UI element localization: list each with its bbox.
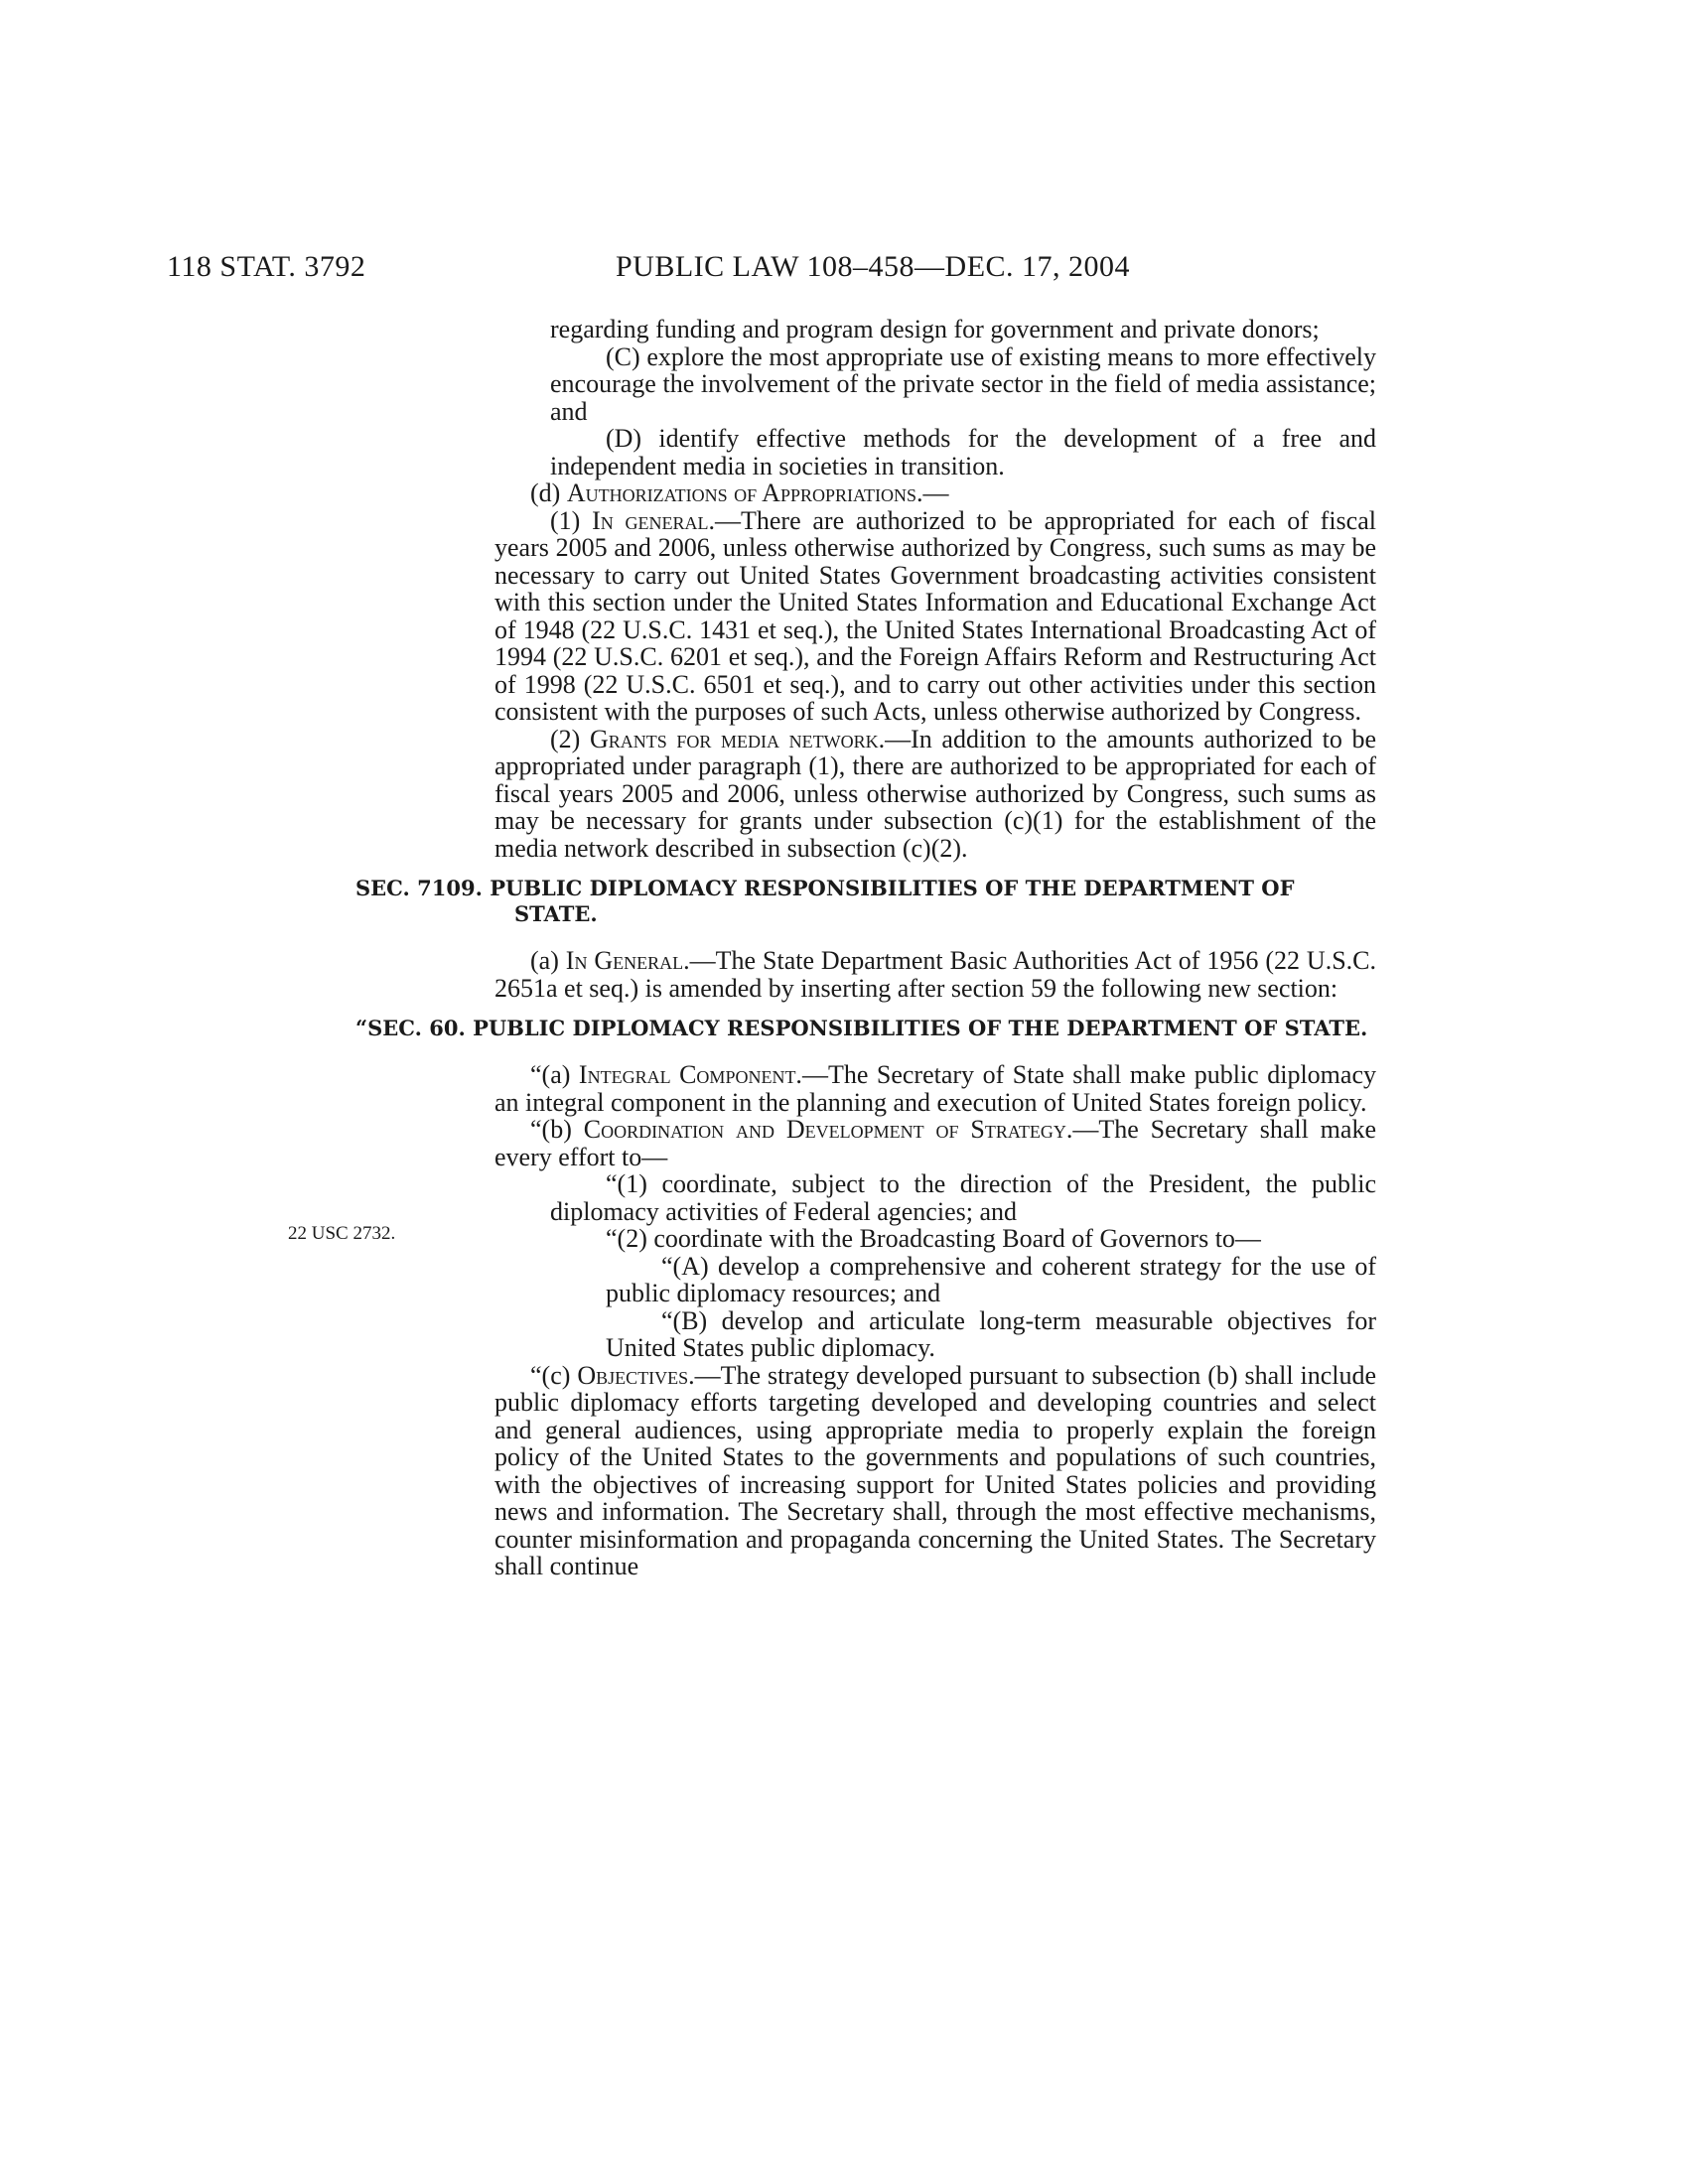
section-7109-subsection-a xyxy=(494,947,1376,1002)
paragraph-d2-text: —In addition to the amounts authorized to be appropriated under paragraph (1), there are authorized to be appropriated for each of fiscal years 2005 and 2006, unless otherwise authorized by Congress, such sums as may be necessary for grants under subsection (c)(1) for the establishment of the media network described in subsection (c)(2). xyxy=(494,724,1376,863)
section-60-b-text: —The Secretary shall make every effort to— xyxy=(494,1115,1376,1171)
paragraph-d1-text: —There are authorized to be appropriated for each of fiscal years 2005 and 2006, unless otherwise authorized by Congress, such sums as may be necessary to carry out United States Government broadcasting activities consistent with this section under the United States Information and Educational Exchange Act of 1948 (22 U.S.C. 1431 et seq.), the United States International Broadcasting Act of 1994 (22 U.S.C. 6201 et seq.), and the Foreign Affairs Reform and Restructuring Act of 1998 (22 U.S.C. 6501 et seq.), and to carry out other activities under this section consistent with the purposes of such Acts, unless otherwise authorized by Congress. xyxy=(494,505,1376,726)
section-60-b-paragraph-2: “(2) coordinate with the Broadcasting Board of Governors to— xyxy=(606,1224,1261,1253)
section-60-b-2-subparagraph-b: “(B) develop and articulate long-term measurable objectives for United States public diplomacy. xyxy=(606,1305,1376,1362)
subparagraph-d: (D) identify effective methods for the development of a free and independent media in societies in transition. xyxy=(550,424,1376,480)
section-60-c-heading: Objectives. xyxy=(577,1360,695,1390)
paragraph-d1 xyxy=(494,507,1376,726)
paragraph-d1-heading: In general. xyxy=(592,505,715,535)
section-60-heading: “SEC. 60. PUBLIC DIPLOMACY RESPONSIBILITIES OF THE DEPARTMENT OF STATE. xyxy=(355,1016,1368,1040)
paragraph-d1-label: (1) xyxy=(550,505,593,535)
section-60-subsection-b xyxy=(494,1116,1376,1170)
paragraph-d2-heading: Grants for media network. xyxy=(589,724,886,753)
section-60-subsection-a xyxy=(494,1061,1376,1116)
statute-page-reference: 118 STAT. 3792 xyxy=(167,250,366,283)
subsection-d-label: (d) xyxy=(530,478,567,507)
statute-body xyxy=(355,315,1377,1580)
section-60-b-paragraph-1: “(1) coordinate, subject to the direction of the President, the public diplomacy activities of Federal agencies; and xyxy=(550,1169,1376,1226)
usc-margin-citation: 22 USC 2732. xyxy=(288,1223,396,1244)
subsection-d-dash: — xyxy=(922,478,949,507)
section-60-a-text: —The Secretary of State shall make public diplomacy an integral component in the planning and execution of United States foreign policy. xyxy=(494,1060,1376,1117)
section-60-a-heading: Integral Component. xyxy=(578,1060,802,1089)
page-header xyxy=(0,250,1688,290)
section-7109-a-heading: In General. xyxy=(565,946,690,975)
section-7109-a-text: —The State Department Basic Authorities Act of 1956 (22 U.S.C. 2651a et seq.) is amended by inserting after section 59 the following new section: xyxy=(494,946,1376,1003)
section-7109-heading: SEC. 7109. PUBLIC DIPLOMACY RESPONSIBILITIES OF THE DEPARTMENT OF STATE. xyxy=(355,876,1295,926)
section-7109-a-label: (a) xyxy=(530,946,566,975)
paragraph-d2-label: (2) xyxy=(550,724,590,753)
section-60-b-heading: Coordination and Development of Strategy. xyxy=(583,1115,1073,1144)
paragraph-d2 xyxy=(494,726,1376,863)
subsection-d-heading: Authorizations of Appropriations. xyxy=(566,478,923,507)
paragraph-c-continued: regarding funding and program design for government and private donors; xyxy=(550,315,1320,343)
section-60-c-text: —The strategy developed pursuant to subsection (b) shall include public diplomacy efforts targeting developed and developing countries and select and general audiences, using appropriate media to properly explain the foreign policy of the United States to the governments and populations of such countries, with the objectives of increasing support for United States policies and providing news and information. The Secretary shall, through the most effective mechanisms, counter misinformation and propaganda concerning the United States. The Secretary shall continue xyxy=(494,1360,1377,1580)
section-60-c-label: “(c) xyxy=(530,1360,578,1390)
public-law-running-head: PUBLIC LAW 108–458—DEC. 17, 2004 xyxy=(616,250,1131,283)
section-60-b-2-subparagraph-a: “(A) develop a comprehensive and coherent strategy for the use of public diplomacy resources; and xyxy=(606,1251,1376,1307)
subsection-d xyxy=(494,479,1376,507)
section-60-a-label: “(a) xyxy=(530,1060,579,1089)
section-60-b-label: “(b) xyxy=(530,1115,584,1144)
section-60-subsection-c xyxy=(494,1362,1376,1580)
subparagraph-c: (C) explore the most appropriate use of existing means to more effectively encourage the involvement of the private sector in the field of media assistance; and xyxy=(550,341,1376,426)
